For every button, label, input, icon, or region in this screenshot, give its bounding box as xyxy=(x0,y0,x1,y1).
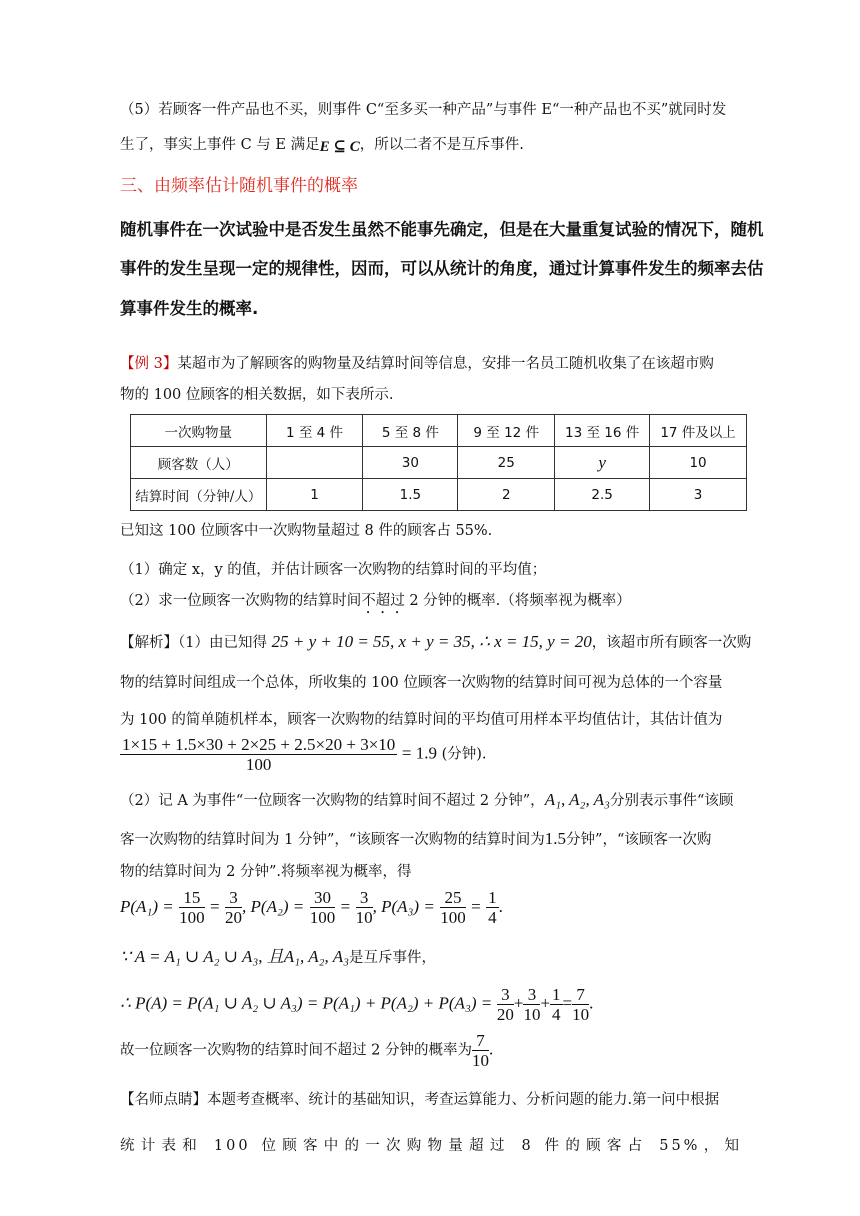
table-cell: y xyxy=(555,447,650,479)
question-2-text-a: （2）求一位顾客一次购物的结算时间 xyxy=(120,593,362,609)
p5-line1: （5）若顾客一件产品也不买，则事件 C“至多买一种产品”与事件 E“一种产品也不买”就同时发 xyxy=(120,102,727,118)
probability-line xyxy=(120,888,750,934)
mean-numerator: 1×15 + 1.5×30 + 2×25 + 2.5×20 + 3×10 xyxy=(122,735,396,754)
fraction xyxy=(440,888,466,927)
table-cell: 一次购物量 xyxy=(131,415,267,447)
period: . xyxy=(498,897,503,916)
part2-text-a: （2）记 A 为事件“一位顾客一次购物的结算时间不超过 2 分钟”， xyxy=(120,793,545,809)
prob-a1-label: P(A₁) = xyxy=(120,897,174,916)
fraction-numerator: 1 xyxy=(552,985,561,1004)
fraction xyxy=(572,985,589,1024)
fraction xyxy=(497,985,514,1024)
section-3-intro-line1: 随机事件在一次试验中是否发生虽然不能事先确定，但是在大量重复试验的情况下，随机 xyxy=(120,220,764,239)
table-cell: 17 件及以上 xyxy=(650,415,747,447)
because-line xyxy=(120,947,750,968)
part2-text-d: 分钟”，“该顾客一次购 xyxy=(566,832,712,848)
fraction-numerator: 1 xyxy=(488,888,497,907)
period: . xyxy=(488,1039,494,1059)
fraction-denominator: 10 xyxy=(523,1005,541,1024)
example-3-text: 某超市为了解顾客的购物量及结算时间等信息，安排一名员工随机收集了在该超市购 xyxy=(177,356,714,372)
mean-formula xyxy=(120,735,750,781)
fraction-numerator: 7 xyxy=(472,1031,489,1051)
table-cell: 5 至 8 件 xyxy=(363,415,458,447)
fraction-denominator: 100 xyxy=(440,908,466,927)
fraction xyxy=(523,985,540,1024)
plus-sign: + xyxy=(540,993,551,1013)
table-cell: 2 xyxy=(458,479,555,511)
table-cell: 2.5 xyxy=(555,479,650,511)
fraction-denominator: 100 xyxy=(309,908,336,927)
table-row xyxy=(131,447,747,479)
fraction-numerator: 3 xyxy=(497,985,514,1005)
fraction xyxy=(225,888,242,927)
part2-value: 1.5 xyxy=(544,829,567,848)
equals-sign: = xyxy=(471,897,481,916)
solution-part2-line2 xyxy=(120,829,750,850)
solution-equation: 25 + y + 10 = 55, x + y = 35, ∴ x = 15, y = 20 xyxy=(271,632,592,651)
solution-part2-line1 xyxy=(120,790,750,811)
therefore-expression: ∴ P(A) = P(A₁ ∪ A₂ ∪ A₃) = P(A₁) + P(A₂) + P(A₃) = xyxy=(120,993,493,1013)
equals-sign: = xyxy=(210,897,220,916)
prob-a3-label: , P(A₃) = xyxy=(372,897,435,916)
example-3-tag: 【例 3】 xyxy=(120,356,178,372)
table-cell: 1.5 xyxy=(363,479,458,511)
table-cell: 3 xyxy=(650,479,747,511)
solution-line2: 物的结算时间组成一个总体，所收集的 100 位顾客一次购物的结算时间可视为总体的一个容量 xyxy=(120,675,723,691)
question-2-text-b: 2 分钟的概率.（将频率视为概率） xyxy=(404,593,631,609)
shopping-data-table xyxy=(130,414,747,511)
mean-result: = 1.9 xyxy=(401,743,437,763)
example-3-line1 xyxy=(120,354,750,374)
fraction xyxy=(179,888,205,927)
fraction-denominator: 10 xyxy=(355,908,373,927)
table-cell: 30 xyxy=(363,447,458,479)
fraction-numerator: 3 xyxy=(225,888,242,908)
comment-line2: 统计表和 100 位顾客中的一次购物量超过 8 件的顾客占 55%，知 xyxy=(120,1138,742,1154)
known-condition: 已知这 100 位顾客中一次购物量超过 8 件的顾客占 55%. xyxy=(120,523,493,539)
table-cell: 25 xyxy=(458,447,555,479)
fraction-numerator: 3 xyxy=(356,888,373,908)
table-cell: 顾客数（人） xyxy=(131,447,267,479)
mean-denominator: 100 xyxy=(245,755,272,774)
fraction-denominator: 100 xyxy=(179,908,205,927)
section-3-intro-line3: 算事件发生的概率. xyxy=(120,299,259,318)
solution-line1 xyxy=(120,632,750,653)
fraction xyxy=(472,1031,489,1070)
table-cell: 9 至 12 件 xyxy=(458,415,555,447)
fraction xyxy=(310,888,336,927)
part2-text-b: 分别表示事件“该顾 xyxy=(609,793,734,809)
solution-line3: 为 100 的简单随机样本，顾客一次购物的结算时间的平均值可用样本平均值估计，其估计值为 xyxy=(120,712,723,728)
table-cell: 10 xyxy=(650,447,747,479)
solution-tag: 【解析】 xyxy=(120,635,178,651)
fraction-denominator: 20 xyxy=(225,908,243,927)
prob-a2-label: , P(A₂) = xyxy=(242,897,305,916)
solution-text-b: ，该超市所有顾客一次购 xyxy=(591,635,752,651)
question-2 xyxy=(120,591,750,617)
fraction-denominator: 4 xyxy=(552,1005,561,1024)
table-row xyxy=(131,415,747,447)
conclusion-line xyxy=(120,1031,750,1077)
solution-part2-line3: 物的结算时间为 2 分钟”.将频率视为概率，得 xyxy=(120,864,412,880)
subset-formula: E ⊆ C xyxy=(319,139,360,155)
p5-line2-text-b: ，所以二者不是互斥事件. xyxy=(359,137,524,153)
table-cell: 1 至 4 件 xyxy=(266,415,363,447)
fraction-numerator: 15 xyxy=(179,888,205,908)
fraction-numerator: 3 xyxy=(523,985,540,1005)
question-1: （1）确定 x，y 的值，并估计顾客一次购物的结算时间的平均值； xyxy=(120,562,547,578)
table-row xyxy=(131,479,747,511)
fraction-denominator: 10 xyxy=(471,1051,489,1070)
period: . xyxy=(589,993,594,1013)
fraction-numerator: 25 xyxy=(440,888,466,908)
fraction xyxy=(356,888,373,927)
fraction xyxy=(550,985,563,1024)
table-cell xyxy=(266,447,363,479)
comment-text: 本题考查概率、统计的基础知识，考查运算能力、分析问题的能力.第一问中根据 xyxy=(207,1092,720,1108)
comment-tag: 【名师点睛】 xyxy=(120,1092,207,1108)
conclusion-text: 故一位顾客一次购物的结算时间不超过 2 分钟的概率为 xyxy=(120,1042,472,1059)
therefore-line xyxy=(120,985,750,1031)
mean-unit: (分钟). xyxy=(441,746,487,763)
p5-line2 xyxy=(120,135,750,157)
part2-text-c: 客一次购物的结算时间为 1 分钟”，“该顾客一次购物的结算时间为 xyxy=(120,832,545,848)
question-2-emphasis: 不超过 xyxy=(361,593,405,609)
fraction-numerator: 7 xyxy=(572,985,589,1005)
example-3-line2: 物的 100 位顾客的相关数据，如下表所示. xyxy=(120,387,394,403)
union-expression: ∵ A = A₁ ∪ A₂ ∪ A₃, 且A₁, A₂, A₃ xyxy=(120,947,350,966)
p5-line2-text-a: 生了，事实上事件 C 与 E 满足 xyxy=(120,137,320,153)
because-text: 是互斥事件， xyxy=(349,950,437,966)
fraction-denominator: 4 xyxy=(488,908,497,927)
plus-sign: + xyxy=(513,993,524,1013)
table-cell: 结算时间（分钟/人） xyxy=(131,479,267,511)
equals-sign: = xyxy=(562,993,573,1013)
comment-line1 xyxy=(120,1090,750,1110)
table-cell: 13 至 16 件 xyxy=(555,415,650,447)
fraction-numerator: 30 xyxy=(310,888,336,908)
fraction-denominator: 20 xyxy=(496,1005,514,1024)
solution-text-a: （1）由已知得 xyxy=(178,635,272,651)
part2-events: A₁, A₂, A₃ xyxy=(544,790,610,809)
mean-fraction xyxy=(120,735,397,774)
table-cell: 1 xyxy=(266,479,363,511)
equals-sign: = xyxy=(340,897,351,916)
fraction-denominator: 10 xyxy=(572,1005,590,1024)
section-3-intro-line2: 事件的发生呈现一定的规律性，因而，可以从统计的角度，通过计算事件发生的频率去估 xyxy=(120,259,764,278)
fraction xyxy=(486,888,499,927)
section-3-heading: 三、由频率估计随机事件的概率 xyxy=(120,176,358,196)
